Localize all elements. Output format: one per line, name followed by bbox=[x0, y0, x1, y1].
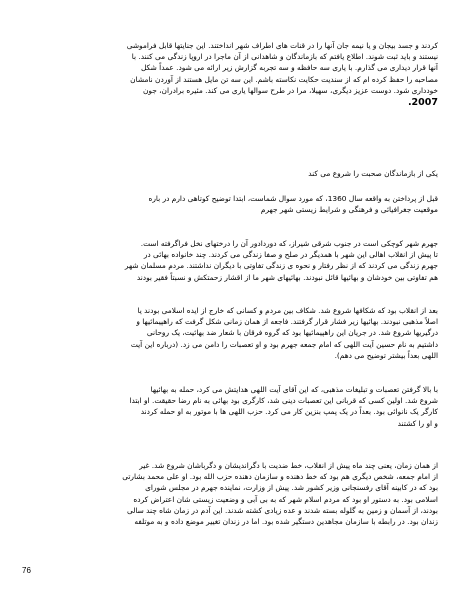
text-line: بود که در کابینه آقای رفسنجانی وزیر کشور شد. پیش از وزارت، نماینده جهرم در مجلس شورای bbox=[145, 483, 438, 493]
paragraph-preface bbox=[24, 193, 438, 215]
text-line: کارگر یک نانوائی بود. بعداً در یک پمپ بنزین کار می کرد. حزب اللهی ها با موتور به او حمله کردند bbox=[140, 407, 438, 417]
paragraph-jahrom-description bbox=[24, 238, 438, 283]
text-line: از همان زمان، یعنی چند ماه پیش از انقلاب، خط ضدیت با دگراندیشان و دگرباشان شروع شد. غیر bbox=[139, 461, 438, 470]
text-line: درگیریها شروع شد. در جریان این راهپیمائیها بود که گروه فرقان با شعار ضد بهائیت، یک روحانی bbox=[146, 328, 438, 338]
text-line: تا پیش از انقلاب اهالی این شهر با همدیگر در صلح و صفا زندگی می کردند. چند خانواده بهائی در bbox=[143, 250, 438, 260]
text-line: و او را کشتند bbox=[397, 418, 438, 428]
text-line: جهرم زندگی می کردند که از نظر رفتار و نحوه ی زندگی تفاوتی با دیگران نداشتند. مردم مسلمان شهر bbox=[124, 261, 438, 271]
text-line: زندان بود. در رابطه با سازمان مجاهدین دستگیر شده بود. اما در زندان تغییر موضع داده و به موتلفه bbox=[134, 517, 438, 527]
page-number: 76 bbox=[22, 566, 31, 575]
text-line: بعد از انقلاب بود که شکافها شروع شد. شکاف بین مردم و کسانی که خارج از ایده اسلامی بودند یا bbox=[137, 306, 438, 315]
text-line: هم تفاوتی بین خودشان و بهائیها قائل نبودند. بهائیهای شهر ما از اقشار زحمتکش و نسبتاً فقیر بودند bbox=[136, 272, 438, 282]
text-line: بودند، از آسمان و زمین به گلوله بسته شدند و عده زیادی کشته شدند. این آدم در زمان شاه چند سالی bbox=[126, 505, 438, 515]
paragraph-speaker-intro bbox=[24, 168, 438, 179]
text-line: کردند و جسد بیجان و یا نیمه جان آنها را در قنات های اطراف شهر انداختند. این جنایتها قابل فراموشی bbox=[126, 41, 438, 50]
text-line: اللهی بعداً بیشتر توضیح می دهم). bbox=[334, 350, 438, 360]
text-line: مصاحبه را حفظ کرده ام که از سندیت حکایت نکاسته باشم. این سه تن مایل هستند از آوردن نامشان bbox=[130, 74, 438, 84]
paragraph-intro bbox=[24, 40, 438, 110]
paragraph-besharati bbox=[24, 460, 438, 527]
text-line: یکی از بازماندگان صحبت را شروع می کند bbox=[308, 169, 438, 178]
paragraph-first-victim bbox=[24, 384, 438, 429]
text-line: داشتیم به نام حسین آیت اللهی که امام جمعه جهرم بود و او تعصبات را دامن می زد. (درباره این آیت bbox=[130, 339, 438, 349]
text-line: از امام جمعه، شخص دیگری هم بود که خط دهنده و سازمان دهنده حزب الله بود. او علی محمد بشارتی bbox=[122, 472, 438, 482]
text-line: اسلامی بود. به دستور او بود که مردم اسلام شهر که به بی آبی و وضعیت زیستی شان اعتراض کرده bbox=[133, 494, 438, 504]
text-line: اصلاً مذهبی نبودند. بهائیها زیر فشار قرار گرفتند. فاجعه از همان زمانی شکل گرفت که راهپیمائیها و bbox=[136, 317, 438, 327]
date-line: 2007. bbox=[407, 97, 438, 109]
text-line: موقعیت جغرافیائی و فرهنگی و شرایط زیستی شهر جهرم bbox=[260, 205, 438, 215]
text-line: نیستند و باید ثبت شوند. اطلاع یافتم که بازماندگان و شاهدانی از آن ماجرا در اروپا زندگی می کنند. با bbox=[131, 52, 438, 62]
text-line: با بالا گرفتن تعصبات و تبلیغات مذهبی، که این آقای آیت اللهی هدایتش می کرد، حمله به بهائیها bbox=[150, 385, 438, 394]
text-line: آنها قرار دیداری می گذارم. با یاری سه حافظه و سه تجربه گزارش زیر ارائه می شود. عمداً شکل bbox=[140, 63, 438, 73]
text-line: قبل از پرداختن به واقعه سال 1360، که مورد سوال شماست، ابتدا توضیح کوتاهی دارم در باره bbox=[148, 194, 438, 203]
text-line: جهرم شهر کوچکی است در جنوب شرقی شیراز، که دوردادور آن را درختهای نخل فراگرفته است. bbox=[140, 239, 438, 248]
text-line: خودداری شود. دوست عزیز دیگری، سهیلا، مرا در طرح سوالها یاری می کند. مئیره برادران، جون bbox=[142, 85, 438, 95]
paragraph-after-revolution bbox=[24, 305, 438, 361]
text-line: شروع شد. اولین کسی که قربانی این تعصبات دینی شد، کارگری بود بهائی به نام رضا حقیقت. او ابتدا bbox=[129, 396, 438, 406]
